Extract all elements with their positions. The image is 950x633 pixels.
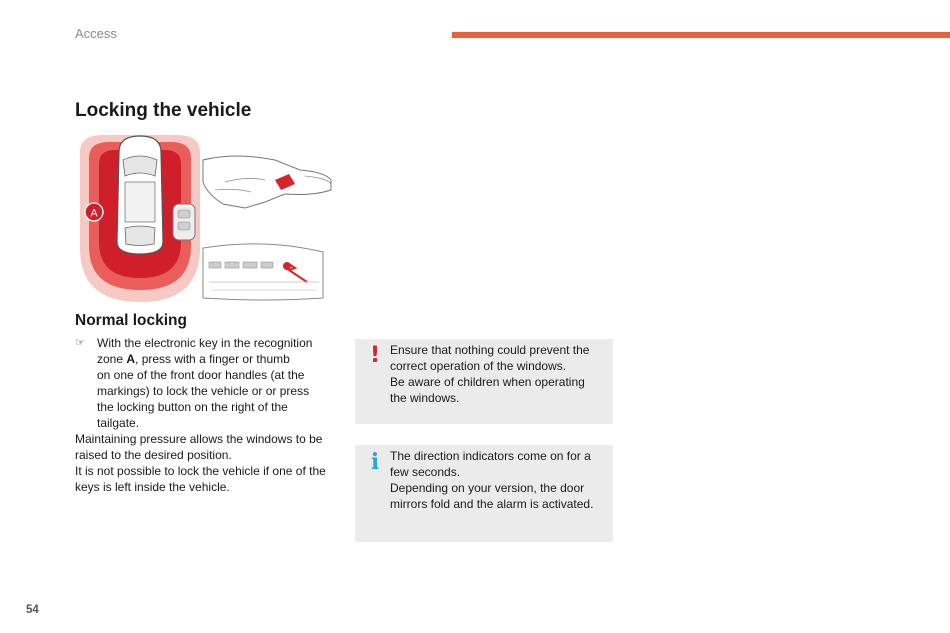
instruction-bullet [75,335,337,431]
car-topview-icon [112,136,168,254]
note-line: Be aware of children when operating [390,375,585,389]
page-number: 54 [26,604,39,616]
exclamation-icon: ! [369,343,381,368]
zone-a-label: A [90,207,98,220]
paragraph-line: raised to the desired position. [75,448,232,462]
zone-letter: A [126,352,136,366]
electronic-key-icon [173,204,195,240]
bullet-line: With the electronic key in the recognition [97,336,313,350]
info-icon: i [370,449,380,475]
normal-locking-heading: Normal locking [75,312,187,329]
locking-illustration [75,130,335,305]
note-line: correct operation of the windows. [390,359,567,373]
bullet-line: on one of the front door handles (at the [97,368,305,382]
paragraph-line: Maintaining pressure allows the windows to be [75,432,323,446]
note-line: Depending on your version, the door [390,481,585,495]
note-line: the windows. [390,391,460,405]
normal-locking-text [75,335,337,495]
zone-a-marker [85,203,103,221]
page-title: Locking the vehicle [75,100,252,121]
paragraph-line: keys is left inside the vehicle. [75,480,230,494]
pointing-hand-icon: ☞ [75,337,85,349]
warning-note [355,339,613,424]
info-text [390,448,605,512]
section-name: Access [75,26,117,41]
bullet-line: tailgate. [97,416,140,430]
info-note [355,445,613,542]
header-accent-bar [452,32,950,38]
note-line: few seconds. [390,465,461,479]
bullet-line: zone A, press with a finger or thumb [97,352,290,366]
note-line: The direction indicators come on for a [390,449,591,463]
bullet-line: markings) to lock the vehicle or or press [97,384,310,398]
note-line: Ensure that nothing could prevent the [390,343,590,357]
bullet-line: the locking button on the right of the [97,400,288,414]
paragraph-line: It is not possible to lock the vehicle if one of the [75,464,326,478]
hand-door-handle-icon [203,156,331,208]
warning-text [390,342,605,406]
tailgate-button-icon [203,244,323,300]
note-line: mirrors fold and the alarm is activated. [390,497,594,511]
